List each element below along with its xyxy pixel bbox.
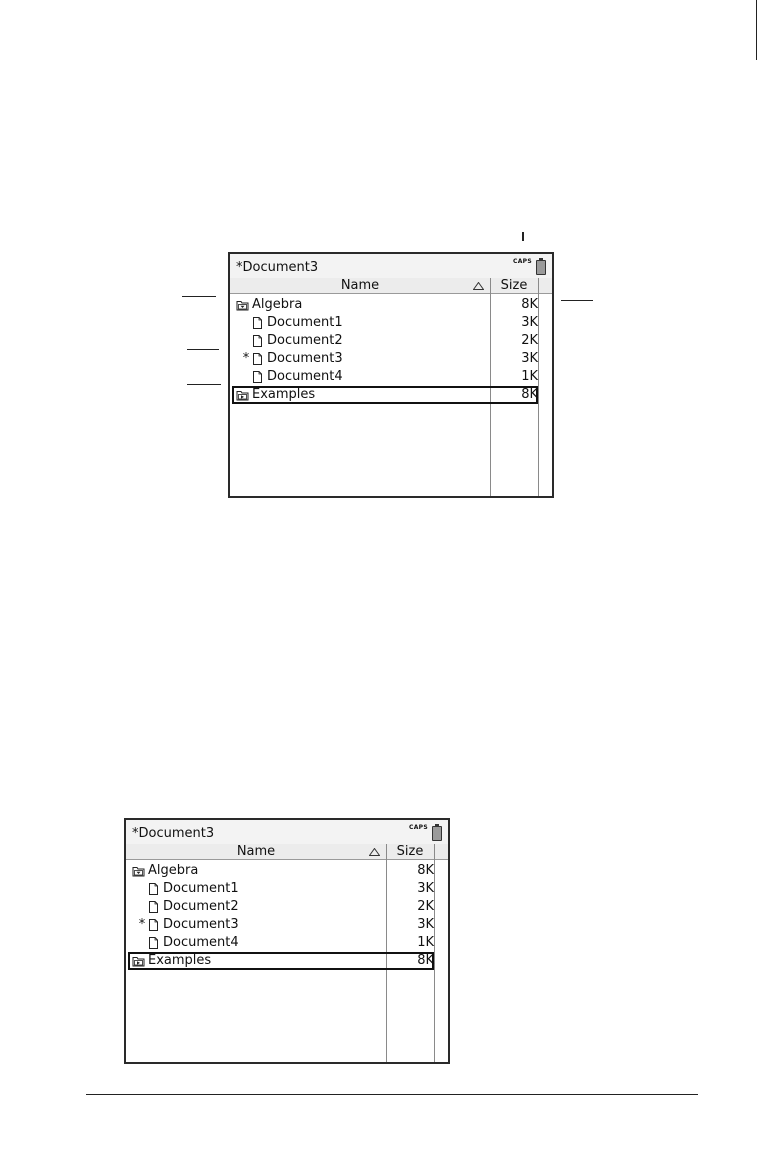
item-name: Document3 bbox=[267, 351, 343, 366]
item-size: 8K bbox=[417, 953, 434, 968]
document-icon bbox=[147, 883, 160, 895]
document-title: *Document3 bbox=[132, 826, 215, 841]
folder-row[interactable] bbox=[128, 862, 434, 880]
item-name: Algebra bbox=[148, 863, 199, 878]
file-browser-screen bbox=[124, 818, 450, 1064]
unsaved-marker: * bbox=[242, 351, 250, 366]
folder-row[interactable] bbox=[232, 296, 538, 314]
folder-open-icon bbox=[236, 299, 249, 311]
column-header bbox=[126, 844, 448, 860]
column-header-size[interactable]: Size bbox=[500, 278, 528, 293]
document-icon bbox=[251, 353, 264, 365]
callout-line-folder bbox=[182, 296, 216, 297]
title-bar bbox=[126, 820, 448, 844]
column-header-size[interactable]: Size bbox=[396, 844, 424, 859]
document-icon bbox=[251, 371, 264, 383]
folder-closed-icon bbox=[236, 389, 249, 401]
file-row[interactable] bbox=[232, 350, 538, 368]
item-size: 8K bbox=[521, 297, 538, 312]
sort-ascending-triangle-icon[interactable] bbox=[473, 282, 484, 290]
folder-closed-icon bbox=[132, 955, 145, 967]
document-icon bbox=[147, 901, 160, 913]
column-divider bbox=[434, 844, 435, 1062]
item-name: Document2 bbox=[267, 333, 343, 348]
column-header bbox=[230, 278, 552, 294]
file-row[interactable] bbox=[232, 368, 538, 386]
item-name: Document4 bbox=[267, 369, 343, 384]
footer-rule bbox=[86, 1094, 698, 1095]
column-header-name[interactable]: Name bbox=[236, 844, 276, 859]
item-size: 3K bbox=[417, 881, 434, 896]
file-row[interactable] bbox=[128, 898, 434, 916]
item-size: 8K bbox=[521, 387, 538, 402]
callout-line-selected bbox=[187, 384, 221, 385]
item-name: Document2 bbox=[163, 899, 239, 914]
item-size: 1K bbox=[417, 935, 434, 950]
folder-row[interactable] bbox=[128, 952, 434, 970]
margin-rule-top bbox=[756, 0, 757, 60]
battery-icon bbox=[432, 826, 442, 841]
item-size: 2K bbox=[521, 333, 538, 348]
callout-line-document bbox=[187, 349, 219, 350]
item-size: 1K bbox=[521, 369, 538, 384]
callout-line-status bbox=[522, 232, 524, 241]
column-divider bbox=[538, 278, 539, 496]
caps-indicator: CAPS bbox=[513, 258, 532, 265]
battery-icon bbox=[536, 260, 546, 275]
item-name: Algebra bbox=[252, 297, 303, 312]
document-title: *Document3 bbox=[236, 260, 319, 275]
item-name: Examples bbox=[148, 953, 212, 968]
caps-indicator: CAPS bbox=[409, 824, 428, 831]
unsaved-marker: * bbox=[138, 917, 146, 932]
item-size: 3K bbox=[521, 315, 538, 330]
callout-line-size bbox=[561, 300, 593, 301]
item-name: Examples bbox=[252, 387, 316, 402]
document-icon bbox=[147, 919, 160, 931]
file-row[interactable] bbox=[232, 314, 538, 332]
file-row[interactable] bbox=[232, 332, 538, 350]
document-icon bbox=[147, 937, 160, 949]
folder-open-icon bbox=[132, 865, 145, 877]
item-size: 3K bbox=[521, 351, 538, 366]
file-browser-screen bbox=[228, 252, 554, 498]
file-row[interactable] bbox=[128, 880, 434, 898]
item-name: Document1 bbox=[163, 881, 239, 896]
item-size: 3K bbox=[417, 917, 434, 932]
document-icon bbox=[251, 335, 264, 347]
item-size: 8K bbox=[417, 863, 434, 878]
file-row[interactable] bbox=[128, 934, 434, 952]
column-header-name[interactable]: Name bbox=[340, 278, 380, 293]
item-name: Document1 bbox=[267, 315, 343, 330]
file-row[interactable] bbox=[128, 916, 434, 934]
folder-row[interactable] bbox=[232, 386, 538, 404]
item-size: 2K bbox=[417, 899, 434, 914]
document-icon bbox=[251, 317, 264, 329]
sort-ascending-triangle-icon[interactable] bbox=[369, 848, 380, 856]
item-name: Document3 bbox=[163, 917, 239, 932]
title-bar bbox=[230, 254, 552, 278]
item-name: Document4 bbox=[163, 935, 239, 950]
